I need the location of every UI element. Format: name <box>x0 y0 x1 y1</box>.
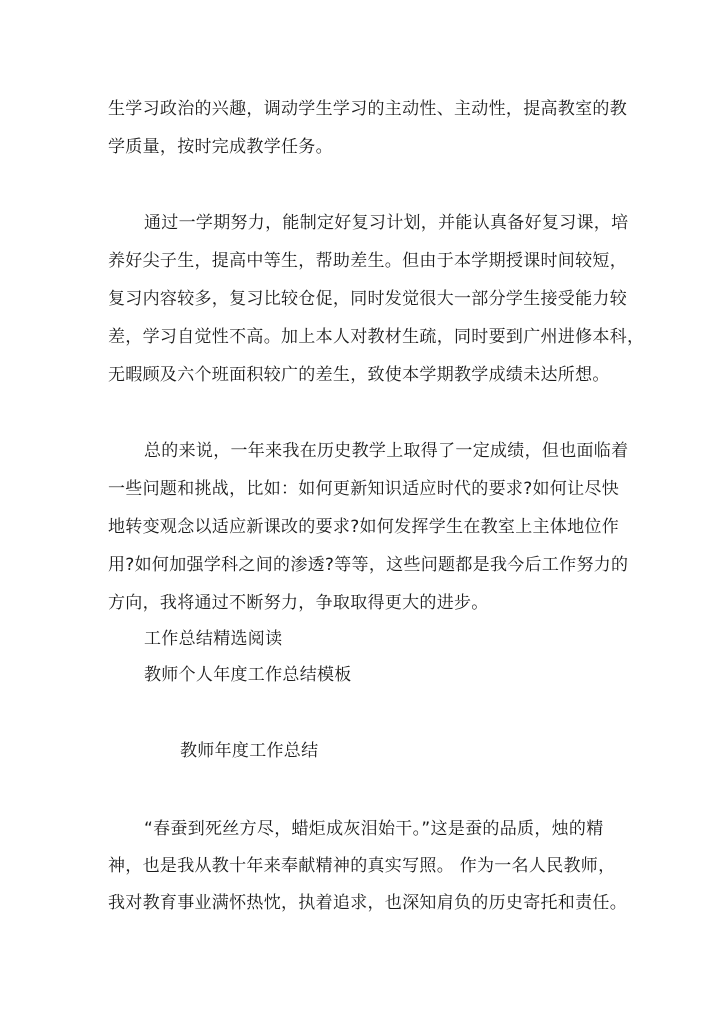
paragraph-line: 总的来说，一年来我在历史教学上取得了一定成绩，但也面临着 <box>144 441 629 461</box>
paragraph-line: 用?如何加强学科之间的渗透?等等，这些问题都是我今后工作努力的 <box>108 555 629 575</box>
paragraph-line: 生学习政治的兴趣，调动学生学习的主动性、主动性，提高教室的教 <box>108 99 627 119</box>
paragraph-line: 学质量，按时完成教学任务。 <box>108 137 333 157</box>
paragraph-line: 神，也是我从教十年来奉献精神的真实写照。 作为一名人民教师， <box>108 856 616 876</box>
paragraph-line: 差，学习自觉性不高。加上本人对教材生疏，同时要到广州进修本科， <box>108 327 645 347</box>
paragraph-line: 地转变观念以适应新课改的要求?如何发挥学生在教室上主体地位作 <box>108 517 620 537</box>
paragraph-line: “春蚕到死丝方尽，蜡炬成灰泪始干。”这是蚕的品质，烛的精 <box>144 819 604 839</box>
paragraph-line: 方向，我将通过不断努力，争取取得更大的进步。 <box>108 593 489 613</box>
paragraph-line: 我对教育事业满怀热忱，执着追求，也深知肩负的历史寄托和责任。 <box>108 893 627 913</box>
paragraph-line: 养好尖子生，提高中等生，帮助差生。但由于本学期授课时间较短， <box>108 251 627 271</box>
paragraph-line: 一些问题和挑战，比如：如何更新知识适应时代的要求?如何让尽快 <box>108 479 620 499</box>
related-reading-heading: 工作总结精选阅读 <box>144 629 283 649</box>
related-article-link[interactable]: 教师个人年度工作总结模板 <box>144 665 352 685</box>
paragraph-line: 通过一学期努力，能制定好复习计划，并能认真备好复习课，培 <box>144 213 629 233</box>
paragraph-line: 复习内容较多，复习比较仓促，同时发觉很大一部分学生接受能力较 <box>108 289 627 309</box>
section-title: 教师年度工作总结 <box>180 741 319 761</box>
paragraph-line: 无暇顾及六个班面积较广的差生，致使本学期教学成绩未达所想。 <box>108 365 610 385</box>
